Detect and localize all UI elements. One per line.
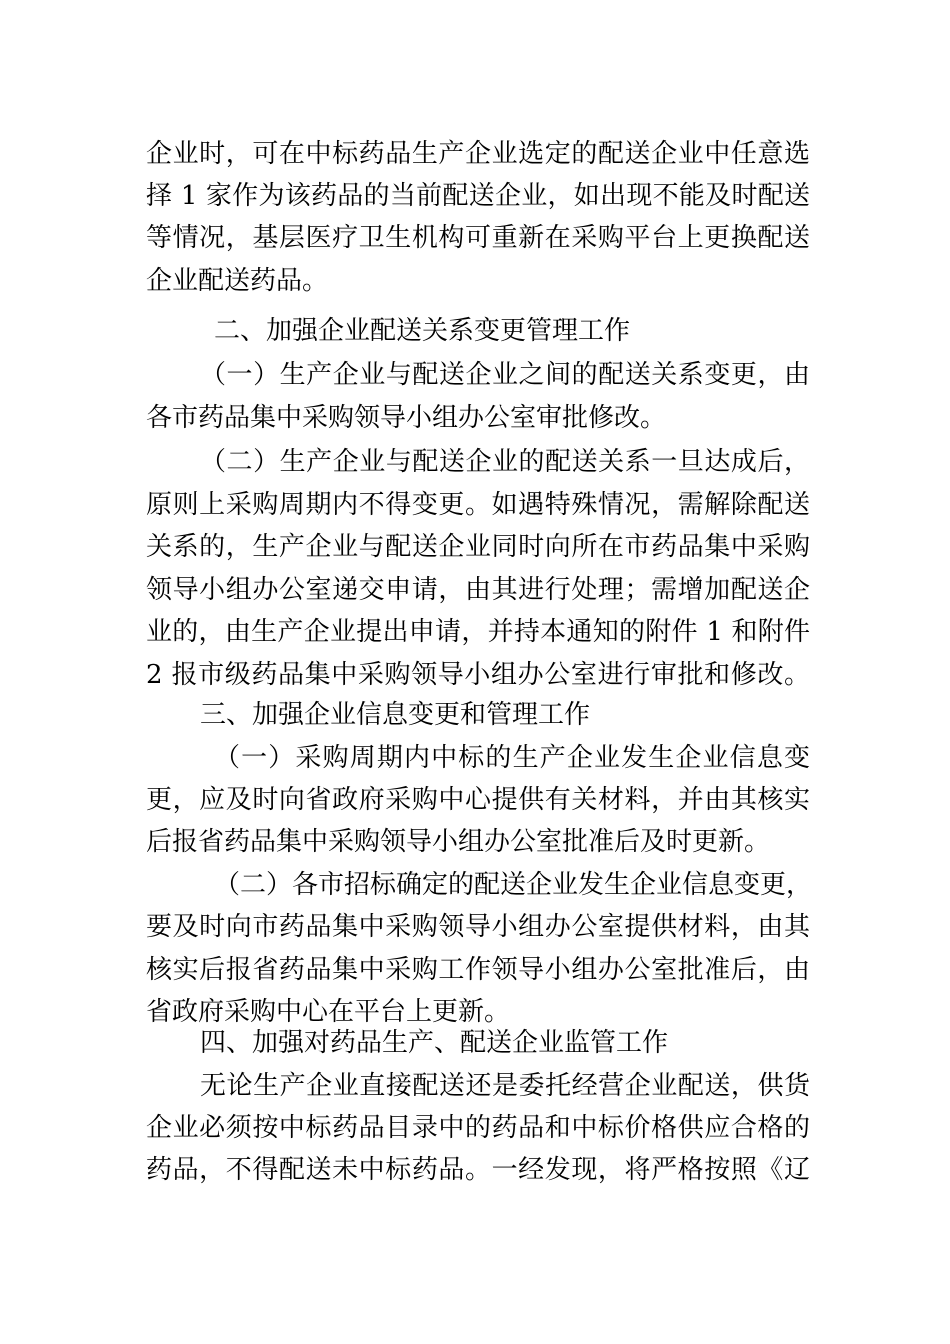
body-line: 更，应及时向省政府采购中心提供有关材料，并由其核实	[146, 785, 810, 815]
section-heading: 四、加强对药品生产、配送企业监管工作	[200, 1028, 669, 1058]
body-line: 省政府采购中心在平台上更新。	[146, 997, 511, 1027]
body-line: （一）生产企业与配送企业之间的配送关系变更，由	[200, 360, 810, 390]
body-line: 择 1 家作为该药品的当前配送企业，如出现不能及时配送	[146, 181, 810, 211]
body-line: （二）生产企业与配送企业的配送关系一旦达成后，	[200, 447, 810, 477]
body-line: 核实后报省药品集中采购工作领导小组办公室批准后，由	[146, 955, 810, 985]
body-line: （二）各市招标确定的配送企业发生企业信息变更，	[214, 870, 813, 900]
body-line: 各市药品集中采购领导小组办公室审批修改。	[146, 403, 667, 433]
body-line: 业的，由生产企业提出申请，并持本通知的附件 1 和附件	[146, 617, 810, 647]
body-line: 领导小组办公室递交申请，由其进行处理；需增加配送企	[146, 575, 810, 605]
body-line: （一）采购周期内中标的生产企业发生企业信息变	[214, 743, 810, 773]
body-line: 后报省药品集中采购领导小组办公室批准后及时更新。	[146, 827, 771, 857]
section-heading: 三、加强企业信息变更和管理工作	[200, 700, 591, 730]
body-line: 企业配送药品。	[146, 266, 329, 296]
body-line: 要及时向市药品集中采购领导小组办公室提供材料，由其	[146, 912, 810, 942]
body-line: 等情况，基层医疗卫生机构可重新在采购平台上更换配送	[146, 223, 810, 253]
body-line: 无论生产企业直接配送还是委托经营企业配送，供货	[200, 1071, 810, 1101]
body-line: 企业必须按中标药品目录中的药品和中标价格供应合格的	[146, 1113, 810, 1143]
body-line: 关系的，生产企业与配送企业同时向所在市药品集中采购	[146, 532, 810, 562]
body-line: 原则上采购周期内不得变更。如遇特殊情况，需解除配送	[146, 490, 810, 520]
body-line: 2 报市级药品集中采购领导小组办公室进行审批和修改。	[146, 660, 810, 690]
body-line: 药品，不得配送未中标药品。一经发现，将严格按照《辽	[146, 1155, 810, 1185]
section-heading: 二、加强企业配送关系变更管理工作	[214, 316, 631, 346]
body-line: 企业时，可在中标药品生产企业选定的配送企业中任意选	[146, 139, 810, 169]
